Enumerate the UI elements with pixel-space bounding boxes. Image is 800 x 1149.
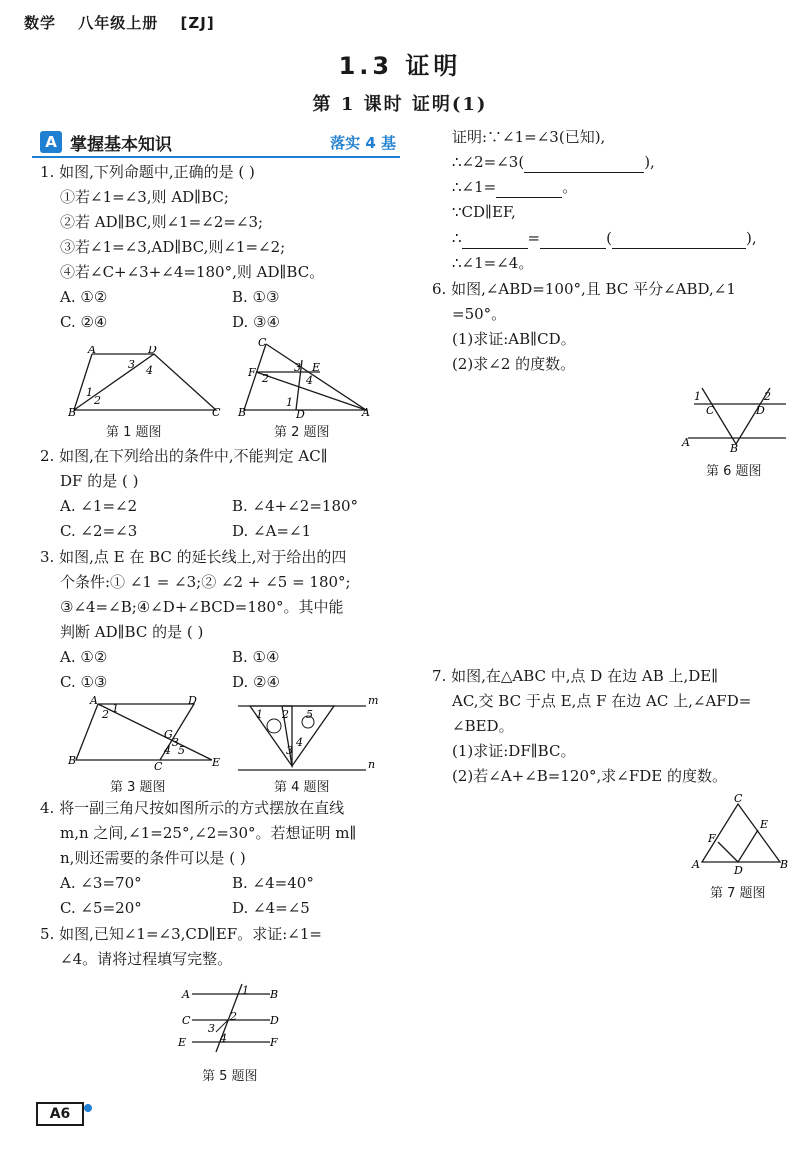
fig5-label-3: 3	[208, 1022, 215, 1035]
q5-stem-line-2: ∠4。请将过程填写完整。	[60, 950, 233, 968]
fig6-label-c: C	[706, 404, 715, 417]
q2-option-c: C. ∠2=∠3	[60, 522, 138, 540]
fig5-label-c: C	[182, 1014, 191, 1027]
fig3-label-3: 3	[172, 736, 179, 749]
fig3-label-d: D	[188, 696, 197, 707]
fig7-label-c: C	[734, 794, 743, 805]
fig3-label-b: B	[68, 754, 77, 767]
q7-part-2: (2)若∠A+∠B=120°,求∠FDE 的度数。	[452, 767, 727, 785]
q1-option-a: A. ①②	[60, 288, 108, 306]
q4-option-b: B. ∠4=40°	[232, 874, 314, 892]
proof-line-6: ∴∠1=∠4。	[452, 254, 534, 272]
q2-option-a: A. ∠1=∠2	[60, 497, 138, 515]
q1-prop-2: ②若 AD∥BC,则∠1=∠2=∠3;	[60, 213, 264, 231]
proof-blank-4[interactable]	[540, 228, 606, 249]
fig4-label-4: 4	[296, 736, 303, 749]
q6-stem-line-1: 6. 如图,∠ABD=100°,且 BC 平分∠ABD,∠1	[432, 280, 736, 298]
proof-blank-3[interactable]	[462, 228, 528, 249]
proof-blank-5[interactable]	[612, 228, 746, 249]
fig6-label-2: 2	[764, 390, 771, 403]
fig4-label-3: 3	[286, 744, 293, 757]
q1-prop-1: ①若∠1=∠3,则 AD∥BC;	[60, 188, 229, 206]
q4-stem-line-2: m,n 之间,∠1=25°,∠2=30°。若想证明 m∥	[60, 824, 357, 842]
page-dot-icon	[84, 1104, 92, 1112]
fig5-label-e: E	[178, 1036, 187, 1049]
q2-option-b: B. ∠4+∠2=180°	[232, 497, 359, 515]
q7-part-1: (1)求证:DF∥BC。	[452, 742, 576, 760]
q3-option-b: B. ①④	[232, 648, 280, 666]
banner-label: 掌握基本知识	[70, 135, 172, 155]
banner-right-label: 落实 4 基	[330, 134, 396, 152]
q7-stem-line-1: 7. 如图,在△ABC 中,点 D 在边 AB 上,DE∥	[432, 667, 719, 685]
caption-fig-6: 第 6 题图	[706, 464, 762, 479]
fig3-label-5: 5	[178, 744, 185, 757]
fig6-label-b: B	[730, 442, 739, 454]
fig2-label-3: 3	[294, 361, 301, 374]
fig3-label-4: 4	[164, 744, 171, 757]
caption-fig-4: 第 4 题图	[274, 780, 330, 795]
proof-line-5-eq: =	[527, 229, 541, 247]
fig5-label-f: F	[270, 1036, 278, 1049]
q6-stem-line-2: =50°。	[452, 305, 507, 323]
q1-option-c: C. ②④	[60, 313, 108, 331]
figure-3	[64, 696, 224, 770]
figure-1	[64, 346, 230, 418]
q3-stem-line-1: 3. 如图,点 E 在 BC 的延长线上,对于给出的四	[40, 548, 347, 566]
fig5-label-2: 2	[230, 1010, 237, 1023]
fig5-label-d: D	[270, 1014, 279, 1027]
q7-stem-line-3: ∠BED。	[452, 717, 514, 735]
q2-stem-line-2: DF 的是 ( )	[60, 472, 139, 490]
proof-blank-1[interactable]	[524, 152, 644, 173]
proof-line-3	[452, 177, 577, 198]
fig3-label-a: A	[90, 696, 98, 707]
caption-fig-3: 第 3 题图	[110, 780, 166, 795]
figure-6	[680, 384, 792, 454]
q1-prop-3: ③若∠1=∠3,AD∥BC,则∠1=∠2;	[60, 238, 286, 256]
lesson-subtitle: 第 1 课时 证明(1)	[312, 94, 488, 115]
fig6-label-a: A	[682, 436, 690, 449]
fig2-label-e: E	[312, 361, 321, 374]
fig2-label-2: 2	[262, 372, 269, 385]
proof-line-2-tail: ),	[644, 153, 655, 171]
q7-stem-line-2: AC,交 BC 于点 E,点 F 在边 AC 上,∠AFD=	[452, 692, 752, 710]
proof-line-5-lead: ∴	[452, 229, 462, 247]
q4-stem-line-1: 4. 将一副三角尺按如图所示的方式摆放在直线	[40, 799, 345, 817]
proof-line-3-tail: 。	[562, 178, 578, 196]
fig1-label-b: B	[68, 406, 77, 418]
proof-line-4: ∵CD∥EF,	[452, 203, 516, 221]
fig7-label-a: A	[692, 858, 700, 871]
q6-part-2: (2)求∠2 的度数。	[452, 355, 576, 373]
q4-option-a: A. ∠3=70°	[60, 874, 142, 892]
figure-4	[234, 694, 378, 776]
section-banner	[32, 130, 400, 158]
q4-option-d: D. ∠4=∠5	[232, 899, 310, 917]
fig2-label-d: D	[296, 408, 305, 420]
fig5-label-b: B	[270, 988, 279, 1001]
section-title: 1.3 证明	[338, 52, 462, 80]
fig3-label-1: 1	[112, 702, 119, 715]
fig4-label-2: 2	[282, 708, 289, 721]
proof-line-5-tail: ),	[745, 229, 757, 247]
fig2-label-c: C	[258, 338, 267, 349]
q1-option-b: B. ①③	[232, 288, 280, 306]
proof-line-2	[452, 152, 655, 173]
q1-prop-4: ④若∠C+∠3+∠4=180°,则 AD∥BC。	[60, 263, 325, 281]
fig1-label-1: 1	[86, 386, 93, 399]
q3-stem-line-3: ③∠4=∠B;④∠D+∠BCD=180°。其中能	[60, 598, 344, 616]
q4-option-c: C. ∠5=20°	[60, 899, 142, 917]
caption-fig-1: 第 1 题图	[106, 425, 162, 440]
fig1-label-a: A	[88, 346, 96, 356]
fig4-label-5: 5	[306, 708, 313, 721]
fig1-label-c: C	[212, 406, 221, 418]
q3-option-d: D. ②④	[232, 673, 280, 691]
figure-2	[236, 338, 372, 420]
q3-stem-line-2: 个条件:① ∠1 = ∠3;② ∠2 + ∠5 = 180°;	[60, 573, 351, 591]
q2-stem-line-1: 2. 如图,在下列给出的条件中,不能判定 AC∥	[40, 447, 328, 465]
proof-blank-2[interactable]	[496, 177, 562, 198]
fig3-label-2: 2	[102, 708, 109, 721]
caption-fig-2: 第 2 题图	[274, 425, 330, 440]
q1-stem: 1. 如图,下列命题中,正确的是 ( )	[40, 163, 255, 181]
proof-line-5-paren: (	[606, 229, 612, 247]
fig7-label-d: D	[734, 864, 743, 874]
fig4-label-1: 1	[256, 708, 263, 721]
q3-option-c: C. ①③	[60, 673, 108, 691]
edition-label: [ZJ]	[180, 14, 215, 32]
fig4-label-m: m	[368, 694, 378, 707]
q4-stem-line-3: n,则还需要的条件可以是 ( )	[60, 849, 246, 867]
page-header	[24, 12, 231, 33]
fig5-label-1: 1	[242, 984, 249, 997]
figure-5	[176, 980, 286, 1056]
fig2-label-a: A	[362, 406, 370, 419]
proof-line-5	[452, 228, 757, 249]
fig2-label-4: 4	[306, 374, 313, 387]
fig6-label-d: D	[756, 404, 765, 417]
q2-option-d: D. ∠A=∠1	[232, 522, 312, 540]
fig3-label-c: C	[154, 760, 163, 770]
subject-label: 数学	[24, 14, 57, 32]
fig3-label-e: E	[212, 756, 221, 769]
page-number: A6	[36, 1102, 84, 1126]
fig5-label-a: A	[182, 988, 190, 1001]
fig7-label-f: F	[708, 832, 716, 845]
fig2-label-f: F	[248, 366, 256, 379]
q5-stem-line-1: 5. 如图,已知∠1=∠3,CD∥EF。求证:∠1=	[40, 925, 322, 943]
q3-option-a: A. ①②	[60, 648, 108, 666]
fig4-label-n: n	[368, 758, 376, 771]
fig1-label-3: 3	[128, 358, 135, 371]
fig2-label-b: B	[238, 406, 247, 419]
fig7-label-e: E	[760, 818, 769, 831]
fig3-label-g: G	[164, 728, 173, 741]
figure-7	[688, 794, 792, 874]
q3-stem-line-4: 判断 AD∥BC 的是 ( )	[60, 623, 204, 641]
q1-option-d: D. ③④	[232, 313, 280, 331]
fig1-label-d: D	[148, 346, 157, 356]
fig7-label-b: B	[780, 858, 789, 871]
proof-line-2-lead: ∴∠2=∠3(	[452, 153, 525, 171]
fig1-label-4: 4	[146, 364, 153, 377]
fig6-label-1: 1	[694, 390, 701, 403]
caption-fig-7: 第 7 题图	[710, 886, 766, 901]
proof-line-1: 证明:∵∠1=∠3(已知),	[452, 128, 606, 146]
grade-label: 八年级上册	[78, 14, 159, 32]
badge-a: A	[40, 131, 62, 153]
proof-line-3-lead: ∴∠1=	[452, 178, 497, 196]
fig5-label-4: 4	[220, 1032, 227, 1045]
fig1-label-2: 2	[94, 394, 101, 407]
fig2-label-1: 1	[286, 396, 293, 409]
q6-part-1: (1)求证:AB∥CD。	[452, 330, 576, 348]
caption-fig-5: 第 5 题图	[202, 1069, 258, 1084]
